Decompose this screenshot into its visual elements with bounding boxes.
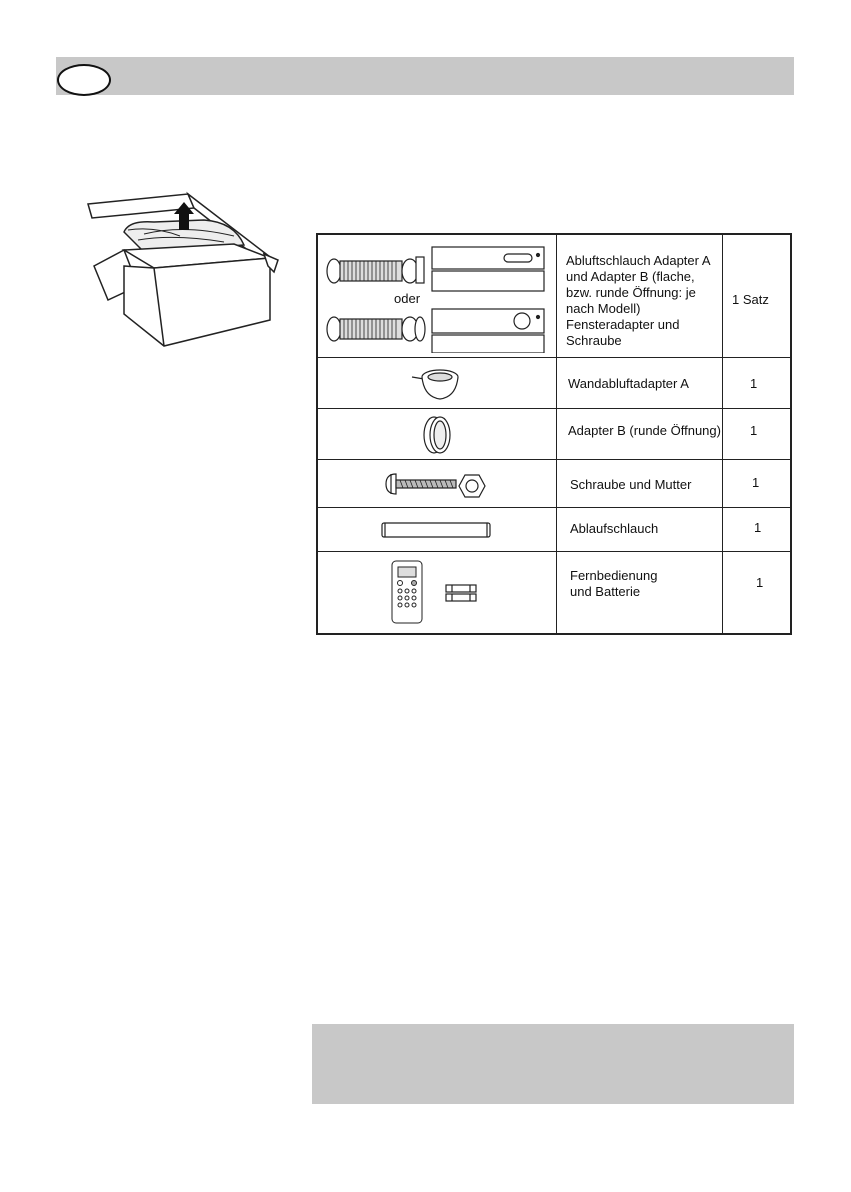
description-line: Abluftschlauch Adapter A [566,253,711,268]
wall-adapter-icon [410,367,470,403]
description-line: Wandabluftadapter A [568,376,689,391]
table-divider [318,507,790,508]
language-badge [57,64,111,96]
part-quantity: 1 [750,423,758,438]
round-adapter-icon [416,415,456,455]
description-line: und Adapter B (flache, [566,269,695,284]
table-divider [722,235,723,633]
description-line: Adapter B (runde Öffnung) [568,423,721,438]
table-divider [318,357,790,358]
drain-hose-icon [380,521,492,539]
battery-icon [444,583,478,603]
part-description [570,477,691,493]
nut-icon [458,473,486,499]
table-divider [318,408,790,409]
part-quantity: 1 [754,520,762,535]
part-description [570,568,657,600]
part-quantity: 1 [756,575,764,590]
description-line: Ablaufschlauch [570,521,659,536]
part-description [568,376,689,392]
screw-icon [384,471,460,497]
description-line: nach Modell) [566,301,641,316]
remote-control-icon [390,559,424,625]
part-quantity: 1 [752,475,760,490]
table-divider [318,551,790,552]
note-box [312,1024,794,1104]
box-unpacking-icon [84,190,284,350]
table-divider [318,459,790,460]
description-line: und Batterie [570,584,641,599]
window-adapter-icon [430,245,548,353]
description-line: bzw. runde Öffnung: je [566,285,696,300]
description-line: Schraube und Mutter [570,477,692,492]
part-description [570,521,658,537]
parts-table [316,233,792,635]
description-line: Schraube [566,333,622,348]
section-header-bar [56,57,794,95]
alternative-label: oder [394,291,421,306]
part-quantity: 1 [750,376,758,391]
description-line: Fernbedienung [570,568,658,583]
description-line: Fensteradapter und [566,317,680,332]
part-description [566,253,711,349]
part-description [568,423,721,439]
part-quantity: 1 Satz [732,292,769,307]
table-divider [556,235,557,633]
